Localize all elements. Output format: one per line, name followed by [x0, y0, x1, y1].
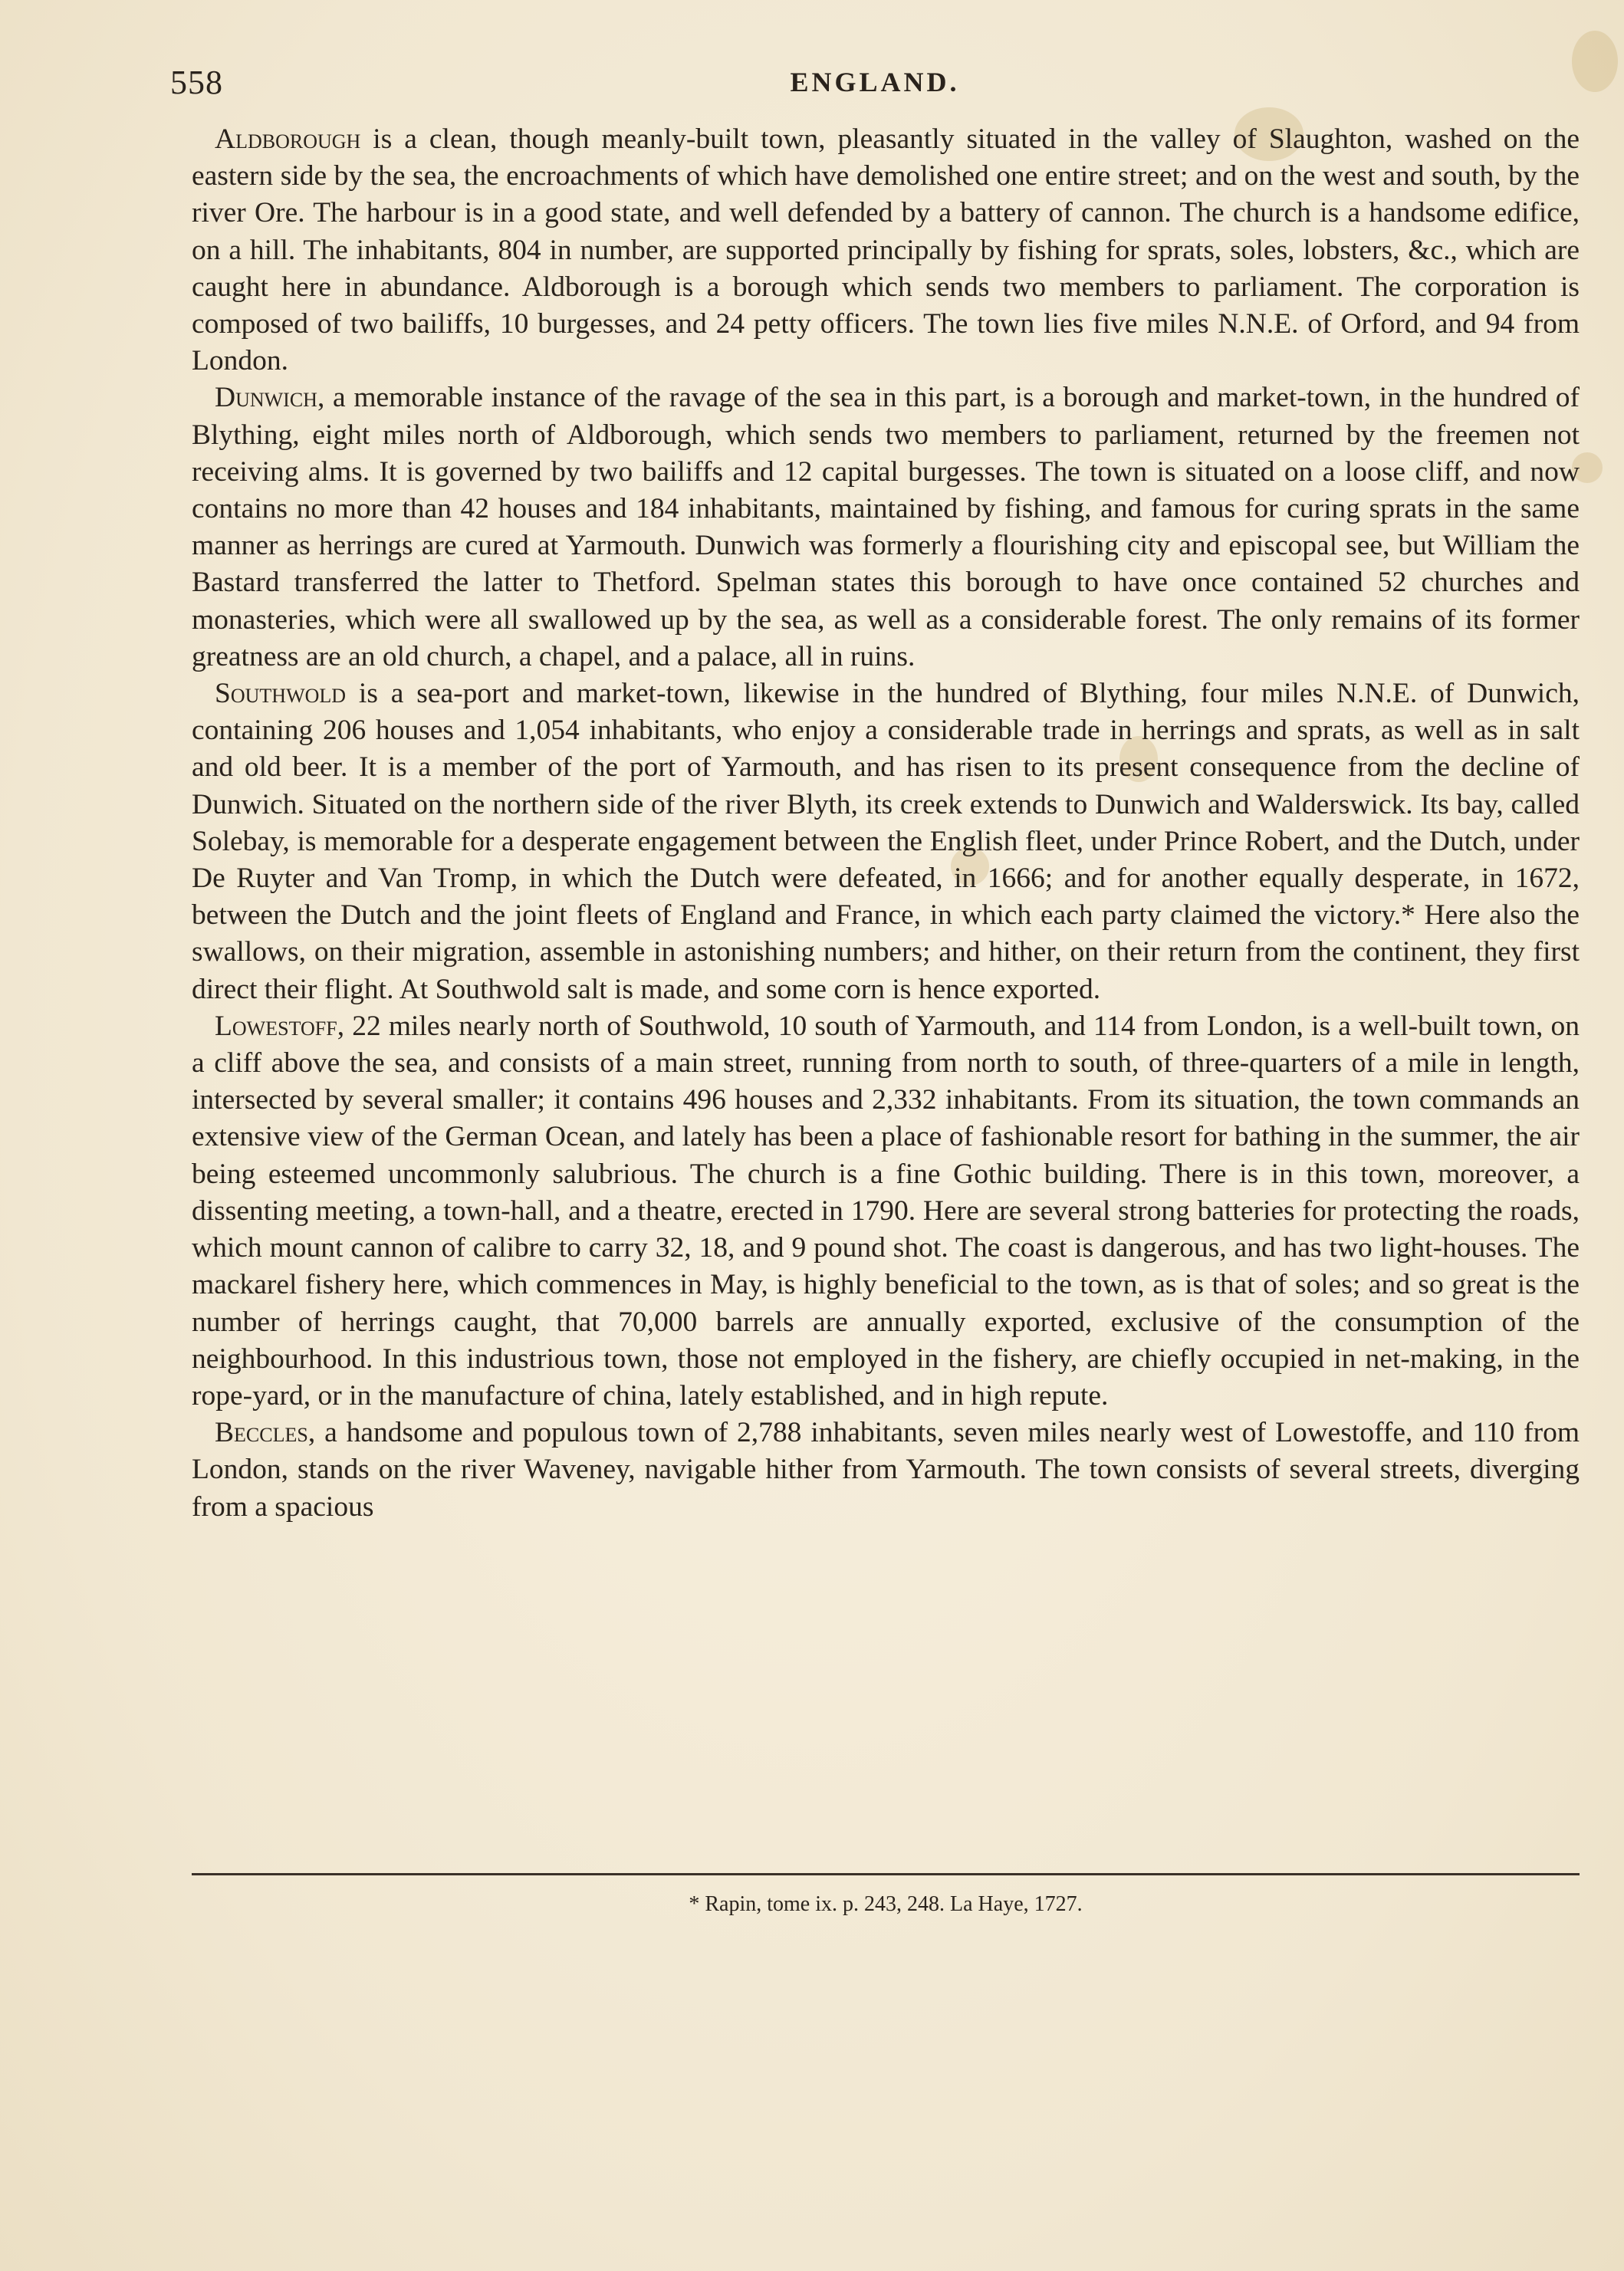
- place-name: Aldborough: [215, 123, 361, 155]
- body-text: [192, 121, 1580, 1526]
- running-head: ENGLAND.: [790, 67, 960, 97]
- footnote: * Rapin, tome ix. p. 243, 248. La Haye, 1727.: [689, 1892, 1083, 1916]
- footnote-divider: [192, 1873, 1580, 1875]
- paragraph-dunwich: [192, 380, 1580, 675]
- page-header: [170, 63, 1580, 109]
- place-name: Dunwich: [215, 382, 317, 414]
- paragraph-beccles: [192, 1415, 1580, 1526]
- page-number: 558: [170, 64, 223, 101]
- paragraph-lowestoff: [192, 1008, 1580, 1415]
- paragraph-southwold: [192, 675, 1580, 1008]
- paragraph-text: is a sea-port and market-town, likewise in the hundred of Blything, four miles N.N.E. of Dunwich, containing 206 houses and 1,054 inhabitants, who enjoy a considerable trade in herrings and sprats, as well as in salt and old beer. It is a member of the port of Yarmouth, and has risen to its present consequence from the decline of Dunwich. Situated on the northern side of the river Blyth, its creek extends to Dunwich and Walderswick. Its bay, called Solebay, is memorable for a desperate engagement between the English fleet, under Prince Robert, and the Dutch, under De Ruyter and Van Tromp, in which the Dutch were defeated, in 1666; and for another equally desperate, in 1672, between the Dutch and the joint fleets of England and France, in which each party claimed the victory.* Here also the swallows, on their migration, assemble in astonishing numbers; and hither, on their return from the continent, they first direct their flight. At Southwold salt is made, and some corn is hence exported.: [192, 678, 1580, 1005]
- place-name: Lowestoff: [215, 1010, 337, 1042]
- paragraph-text: , a memorable instance of the ravage of the sea in this part, is a borough and market-town, in the hundred of Blything, eight miles north of Aldborough, which sends two members to parliament, returned by the freemen not receiving alms. It is governed by two bailiffs and 12 capital burgesses. The town is situated on a loose cliff, and now contains no more than 42 houses and 184 inhabitants, maintained by fishing, and famous for curing sprats in the same manner as herrings are cured at Yarmouth. Dunwich was formerly a flourishing city and episcopal see, but William the Bastard transferred the latter to Thetford. Spelman states this borough to have once contained 52 churches and monasteries, which were all swallowed up by the sea, as well as a considerable forest. The only remains of its former greatness are an old church, a chapel, and a palace, all in ruins.: [192, 382, 1580, 672]
- paragraph-text: is a clean, though meanly-built town, pleasantly situated in the valley of Slaughton, washed on the eastern side by the sea, the encroachments of which have demolished one entire street; and on the west and south, by the river Ore. The harbour is in a good state, and well defended by a battery of cannon. The church is a handsome edifice, on a hill. The inhabitants, 804 in number, are supported principally by fishing for sprats, soles, lobsters, &c., which are caught here in abundance. Aldborough is a borough which sends two members to parliament. The corporation is composed of two bailiffs, 10 burgesses, and 24 petty officers. The town lies five miles N.N.E. of Orford, and 94 from London.: [192, 123, 1580, 377]
- place-name: Southwold: [215, 678, 347, 710]
- paragraph-text: , a handsome and populous town of 2,788 inhabitants, seven miles nearly west of Lowestoffe, and 110 from London, stands on the river Waveney, navigable hither from Yarmouth. The town consists of several streets, diverging from a spacious: [192, 1417, 1580, 1523]
- paragraph-text: , 22 miles nearly north of Southwold, 10 south of Yarmouth, and 114 from London, is a well-built town, on a cliff above the sea, and consists of a main street, running from north to south, of three-quarters of a mile in length, intersected by several smaller; it contains 496 houses and 2,332 inhabitants. From its situation, the town commands an extensive view of the German Ocean, and lately has been a place of fashionable resort for bathing in the summer, the air being esteemed uncommonly salubrious. The church is a fine Gothic building. There is in this town, moreover, a dissenting meeting, a town-hall, and a theatre, erected in 1790. Here are several strong batteries for protecting the roads, which mount cannon of calibre to carry 32, 18, and 9 pound shot. The coast is dangerous, and has two light-houses. The mackarel fishery here, which commences in May, is highly beneficial to the town, as is that of soles; and so great is the number of herrings caught, that 70,000 barrels are annually exported, exclusive of the consumption of the neighbourhood. In this industrious town, those not employed in the fishery, are chiefly occupied in net-making, in the rope-yard, or in the manufacture of china, lately established, and in high repute.: [192, 1010, 1580, 1412]
- place-name: Beccles: [215, 1417, 308, 1449]
- paragraph-aldborough: [192, 121, 1580, 380]
